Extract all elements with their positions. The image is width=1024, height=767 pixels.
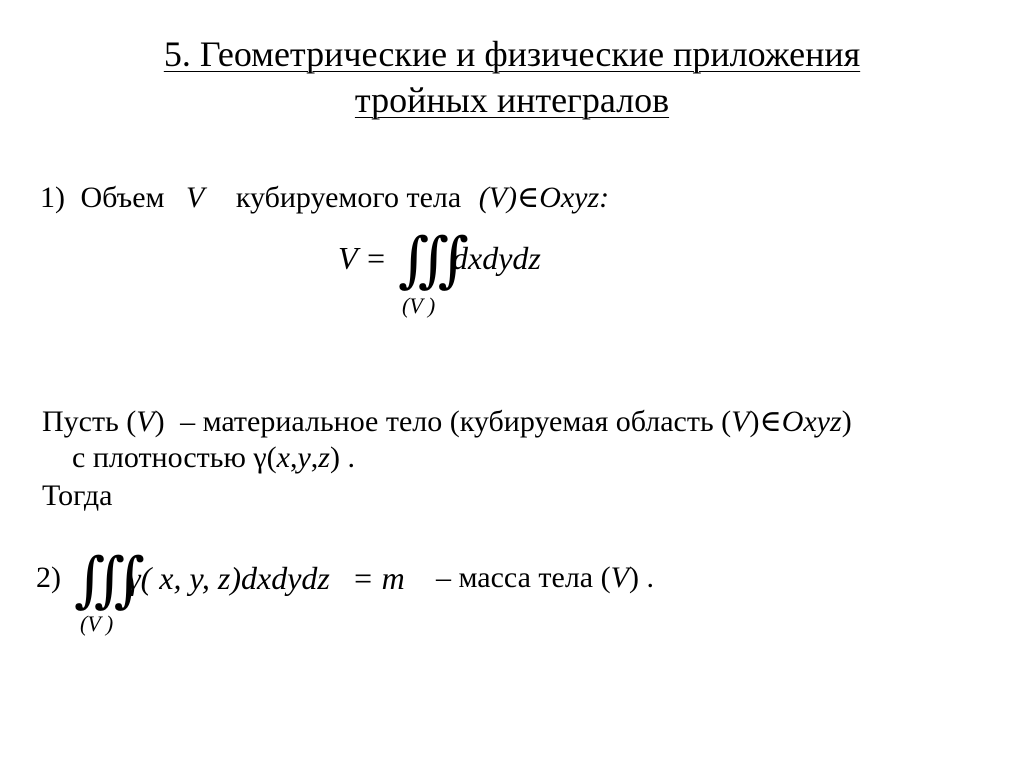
mass-text (436, 560, 654, 596)
item-1-number: 1) (40, 181, 65, 214)
paragraph-period: . (347, 441, 355, 474)
mass-region: (V) (600, 561, 639, 594)
item-1-text-b: кубируемого тела (235, 181, 462, 214)
mass-triple-integral-sign: ∭ (74, 547, 131, 613)
slide-title-line-2: тройных интегралов (354, 80, 670, 120)
item-1-var-v: V (186, 181, 205, 214)
volume-formula-lhs: V = (338, 240, 387, 276)
paragraph-text-c: – материальное тело (кубируемая область (180, 405, 714, 438)
volume-formula (338, 227, 598, 322)
item-1-region: (V)∈Oxyz: (478, 181, 610, 214)
mass-formula-integrand: γ( x, y, z)dxdydz (128, 560, 330, 596)
item-1-heading (40, 180, 609, 216)
paragraph-line-2 (72, 440, 355, 476)
volume-formula-domain: (V ) (402, 293, 436, 318)
triple-integral-sign: ∭ (398, 227, 455, 293)
paragraph-region-oxyz: (V)∈Oxyz) (721, 405, 852, 438)
mass-period: . (646, 561, 654, 594)
density-function: γ(x,y,z) (253, 441, 340, 474)
mass-formula (36, 547, 756, 640)
mass-formula-result: = m (352, 560, 405, 596)
mass-text-label: – масса тела (436, 561, 594, 594)
volume-formula-integrand: dxdydz (452, 240, 541, 276)
paragraph-region-v: (V) (126, 405, 165, 438)
paragraph-line-1 (42, 404, 852, 440)
slide-title-line-1: 5. Геометрические и физические приложения (163, 34, 861, 74)
paragraph-text-density: с плотностью (72, 441, 246, 474)
paragraph-text-a: Пусть (42, 405, 119, 438)
item-1-text-a: Объем (80, 181, 165, 214)
mass-formula-domain: (V ) (80, 611, 114, 636)
paragraph-line-3: Тогда (42, 479, 113, 512)
item-2-number: 2) (36, 561, 61, 594)
